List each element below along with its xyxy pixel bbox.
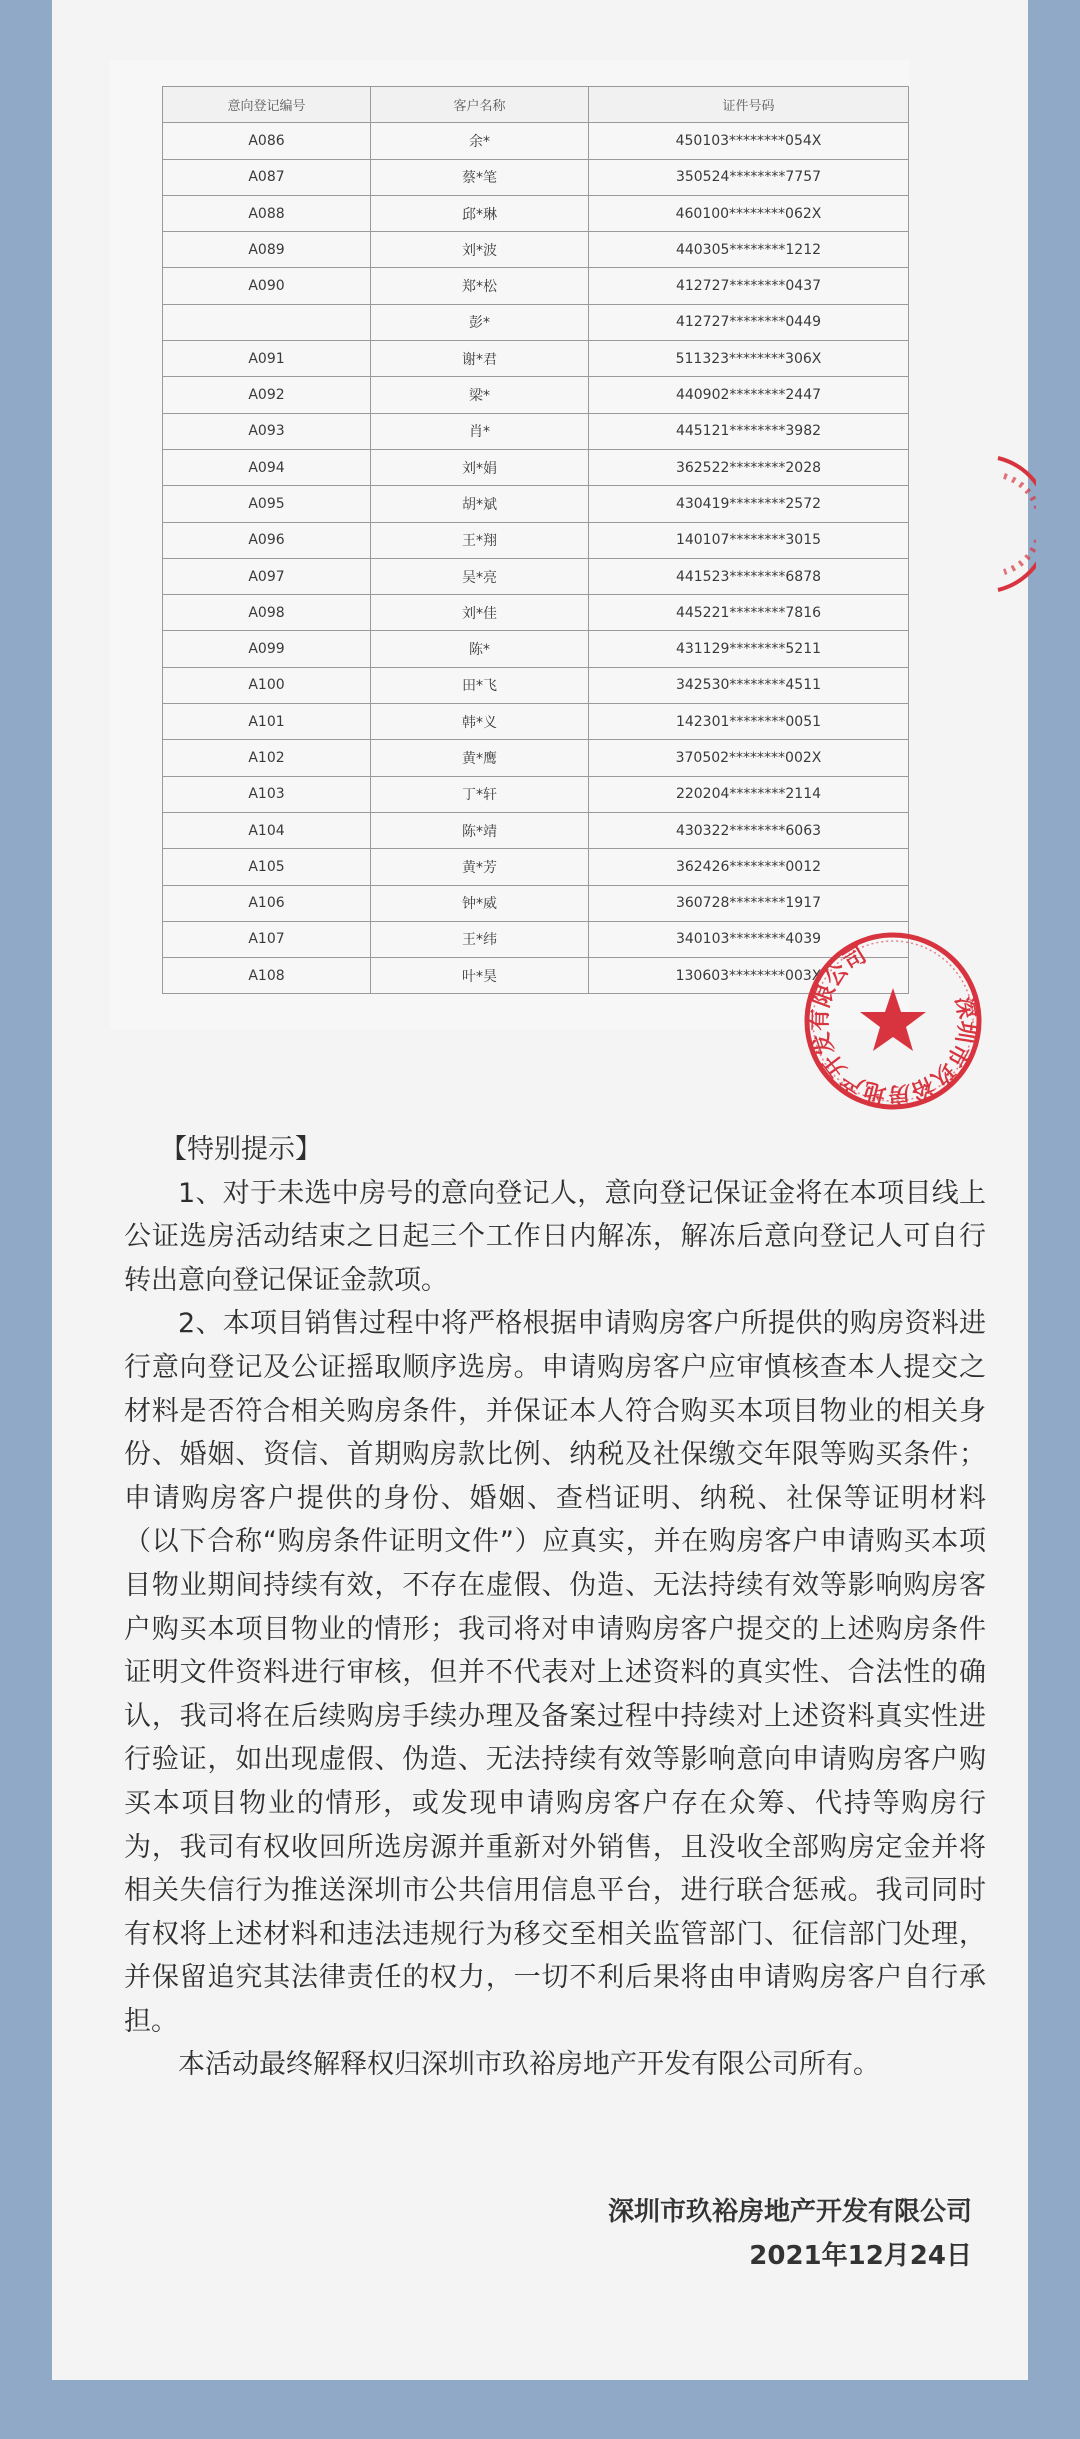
cert-number-cell: 362426********0012 xyxy=(589,849,909,885)
table-row xyxy=(163,123,909,159)
table-row xyxy=(163,195,909,231)
cert-number-cell: 445121********3982 xyxy=(589,413,909,449)
customer-name-cell: 丁*轩 xyxy=(371,776,589,812)
header-customer-name: 客户名称 xyxy=(371,87,589,123)
reg-id-cell: A107 xyxy=(163,921,371,957)
reg-id-cell xyxy=(163,304,371,340)
notice-paragraph-1: 1、对于未选中房号的意向登记人，意向登记保证金将在本项目线上公证选房活动结束之日起三个工作日内解冻，解冻后意向登记人可自行转出意向登记保证金款项。 xyxy=(124,1177,986,1296)
reg-id-cell: A108 xyxy=(163,958,371,994)
customer-name-cell: 陈*靖 xyxy=(371,812,589,848)
header-reg-id: 意向登记编号 xyxy=(163,87,371,123)
customer-name-cell: 梁* xyxy=(371,377,589,413)
customer-name-cell: 肖* xyxy=(371,413,589,449)
cert-number-cell: 370502********002X xyxy=(589,740,909,776)
reg-id-cell: A100 xyxy=(163,667,371,703)
table-row xyxy=(163,740,909,776)
reg-id-cell: A096 xyxy=(163,522,371,558)
header-cert-number: 证件号码 xyxy=(589,87,909,123)
table-row xyxy=(163,268,909,304)
cert-number-cell: 130603********003X xyxy=(589,958,909,994)
reg-id-cell: A101 xyxy=(163,704,371,740)
customer-name-cell: 郑*松 xyxy=(371,268,589,304)
reg-id-cell: A099 xyxy=(163,631,371,667)
table-row xyxy=(163,558,909,594)
table-row xyxy=(163,304,909,340)
cert-number-cell: 511323********306X xyxy=(589,341,909,377)
table-row xyxy=(163,849,909,885)
table-row xyxy=(163,885,909,921)
customer-name-cell: 田*飞 xyxy=(371,667,589,703)
reg-id-cell: A103 xyxy=(163,776,371,812)
cert-number-cell: 412727********0437 xyxy=(589,268,909,304)
customer-name-cell: 刘*波 xyxy=(371,232,589,268)
reg-id-cell: A102 xyxy=(163,740,371,776)
customer-name-cell: 谢*君 xyxy=(371,341,589,377)
cert-number-cell: 342530********4511 xyxy=(589,667,909,703)
cert-number-cell: 220204********2114 xyxy=(589,776,909,812)
customer-name-cell: 韩*义 xyxy=(371,704,589,740)
table-row xyxy=(163,812,909,848)
table-row xyxy=(163,413,909,449)
company-seal xyxy=(800,928,986,1114)
customer-name-cell: 黄*芳 xyxy=(371,849,589,885)
issue-date: 2021年12月24日 xyxy=(749,2241,972,2271)
cert-number-cell: 441523********6878 xyxy=(589,558,909,594)
customer-name-cell: 陈* xyxy=(371,631,589,667)
reg-id-cell: A089 xyxy=(163,232,371,268)
table-row xyxy=(163,377,909,413)
reg-id-cell: A092 xyxy=(163,377,371,413)
table-row xyxy=(163,667,909,703)
reg-id-cell: A088 xyxy=(163,195,371,231)
reg-id-cell: A090 xyxy=(163,268,371,304)
notice-paragraph-3: 本活动最终解释权归深圳市玖裕房地产开发有限公司所有。 xyxy=(178,2049,880,2081)
cert-number-cell: 440305********1212 xyxy=(589,232,909,268)
customer-name-cell: 蔡*笔 xyxy=(371,159,589,195)
customer-name-cell: 胡*斌 xyxy=(371,486,589,522)
customer-name-cell: 黄*鹰 xyxy=(371,740,589,776)
cert-number-cell: 440902********2447 xyxy=(589,377,909,413)
reg-id-cell: A104 xyxy=(163,812,371,848)
table-row xyxy=(163,631,909,667)
table-row xyxy=(163,595,909,631)
table-row xyxy=(163,232,909,268)
customer-name-cell: 刘*娟 xyxy=(371,449,589,485)
reg-id-cell: A087 xyxy=(163,159,371,195)
cert-number-cell: 140107********3015 xyxy=(589,522,909,558)
table-row xyxy=(163,159,909,195)
signature-block xyxy=(608,2190,972,2278)
special-notice xyxy=(124,1128,986,2087)
cert-number-cell: 431129********5211 xyxy=(589,631,909,667)
table-row xyxy=(163,704,909,740)
customer-name-cell: 邱*琳 xyxy=(371,195,589,231)
cert-number-cell: 430419********2572 xyxy=(589,486,909,522)
reg-id-cell: A098 xyxy=(163,595,371,631)
customer-name-cell: 叶*昊 xyxy=(371,958,589,994)
reg-id-cell: A097 xyxy=(163,558,371,594)
table-row xyxy=(163,921,909,957)
cert-number-cell: 430322********6063 xyxy=(589,812,909,848)
customer-name-cell: 王*翔 xyxy=(371,522,589,558)
notice-heading: 【特别提示】 xyxy=(160,1134,322,1165)
reg-id-cell: A093 xyxy=(163,413,371,449)
cert-number-cell: 460100********062X xyxy=(589,195,909,231)
notice-paragraph-2: 2、本项目销售过程中将严格根据申请购房客户所提供的购房资料进行意向登记及公证摇取顺序选房。申请购房客户应审慎核查本人提交之材料是否符合相关购房条件，并保证本人符合购买本项目物业的相关身份、婚姻、资信、首期购房款比例、纳税及社保缴交年限等购买条件；申请购房客户提供的身份、婚姻、查档证明、纳税、社保等证明材料（以下合称“购房条件证明文件”）应真实，并在购房客户申请购买本项目物业期间持续有效，不存在虚假、伪造、无法持续有效等影响购房客户购买本项目物业的情形；我司将对申请购房客户提交的上述购房条件证明文件资料进行审核，但并不代表对上述资料的真实性、合法性的确认，我司将在后续购房手续办理及备案过程中持续对上述资料真实性进行验证，如出现虚假、伪造、无法持续有效等影响意向申请购房客户购买本项目物业的情形，或发现申请购房客户存在众筹、代持等购房行为，我司有权收回所选房源并重新对外销售，且没收全部购房定金并将相关失信行为推送深圳市公共信用信息平台，进行联合惩戒。我司同时有权将上述材料和违法违规行为移交至相关监管部门、征信部门处理，并保留追究其法律责任的权力，一切不利后果将由申请购房客户自行承担。 xyxy=(124,1308,986,2037)
cert-number-cell: 360728********1917 xyxy=(589,885,909,921)
customer-name-cell: 刘*佳 xyxy=(371,595,589,631)
cert-number-cell: 362522********2028 xyxy=(589,449,909,485)
cert-number-cell: 450103********054X xyxy=(589,123,909,159)
table-row xyxy=(163,486,909,522)
customer-name-cell: 吴*亮 xyxy=(371,558,589,594)
partial-seal xyxy=(996,454,1036,594)
customer-name-cell: 余* xyxy=(371,123,589,159)
table-row xyxy=(163,341,909,377)
cert-number-cell: 340103********4039 xyxy=(589,921,909,957)
seal-text: 深圳市玖裕房地产开发有限公司 xyxy=(807,942,979,1107)
table-row xyxy=(163,522,909,558)
cert-number-cell: 445221********7816 xyxy=(589,595,909,631)
registration-table xyxy=(162,86,909,994)
reg-id-cell: A095 xyxy=(163,486,371,522)
table-header-row xyxy=(163,87,909,123)
reg-id-cell: A086 xyxy=(163,123,371,159)
cert-number-cell: 142301********0051 xyxy=(589,704,909,740)
table-body xyxy=(163,123,909,994)
cert-number-cell: 412727********0449 xyxy=(589,304,909,340)
reg-id-cell: A106 xyxy=(163,885,371,921)
reg-id-cell: A105 xyxy=(163,849,371,885)
customer-name-cell: 王*纬 xyxy=(371,921,589,957)
company-name: 深圳市玖裕房地产开发有限公司 xyxy=(607,2197,972,2227)
table-row xyxy=(163,449,909,485)
cert-number-cell: 350524********7757 xyxy=(589,159,909,195)
customer-name-cell: 钟*威 xyxy=(371,885,589,921)
seal-star-icon xyxy=(860,988,926,1051)
table-row xyxy=(163,958,909,994)
reg-id-cell: A094 xyxy=(163,449,371,485)
table-row xyxy=(163,776,909,812)
reg-id-cell: A091 xyxy=(163,341,371,377)
customer-name-cell: 彭* xyxy=(371,304,589,340)
